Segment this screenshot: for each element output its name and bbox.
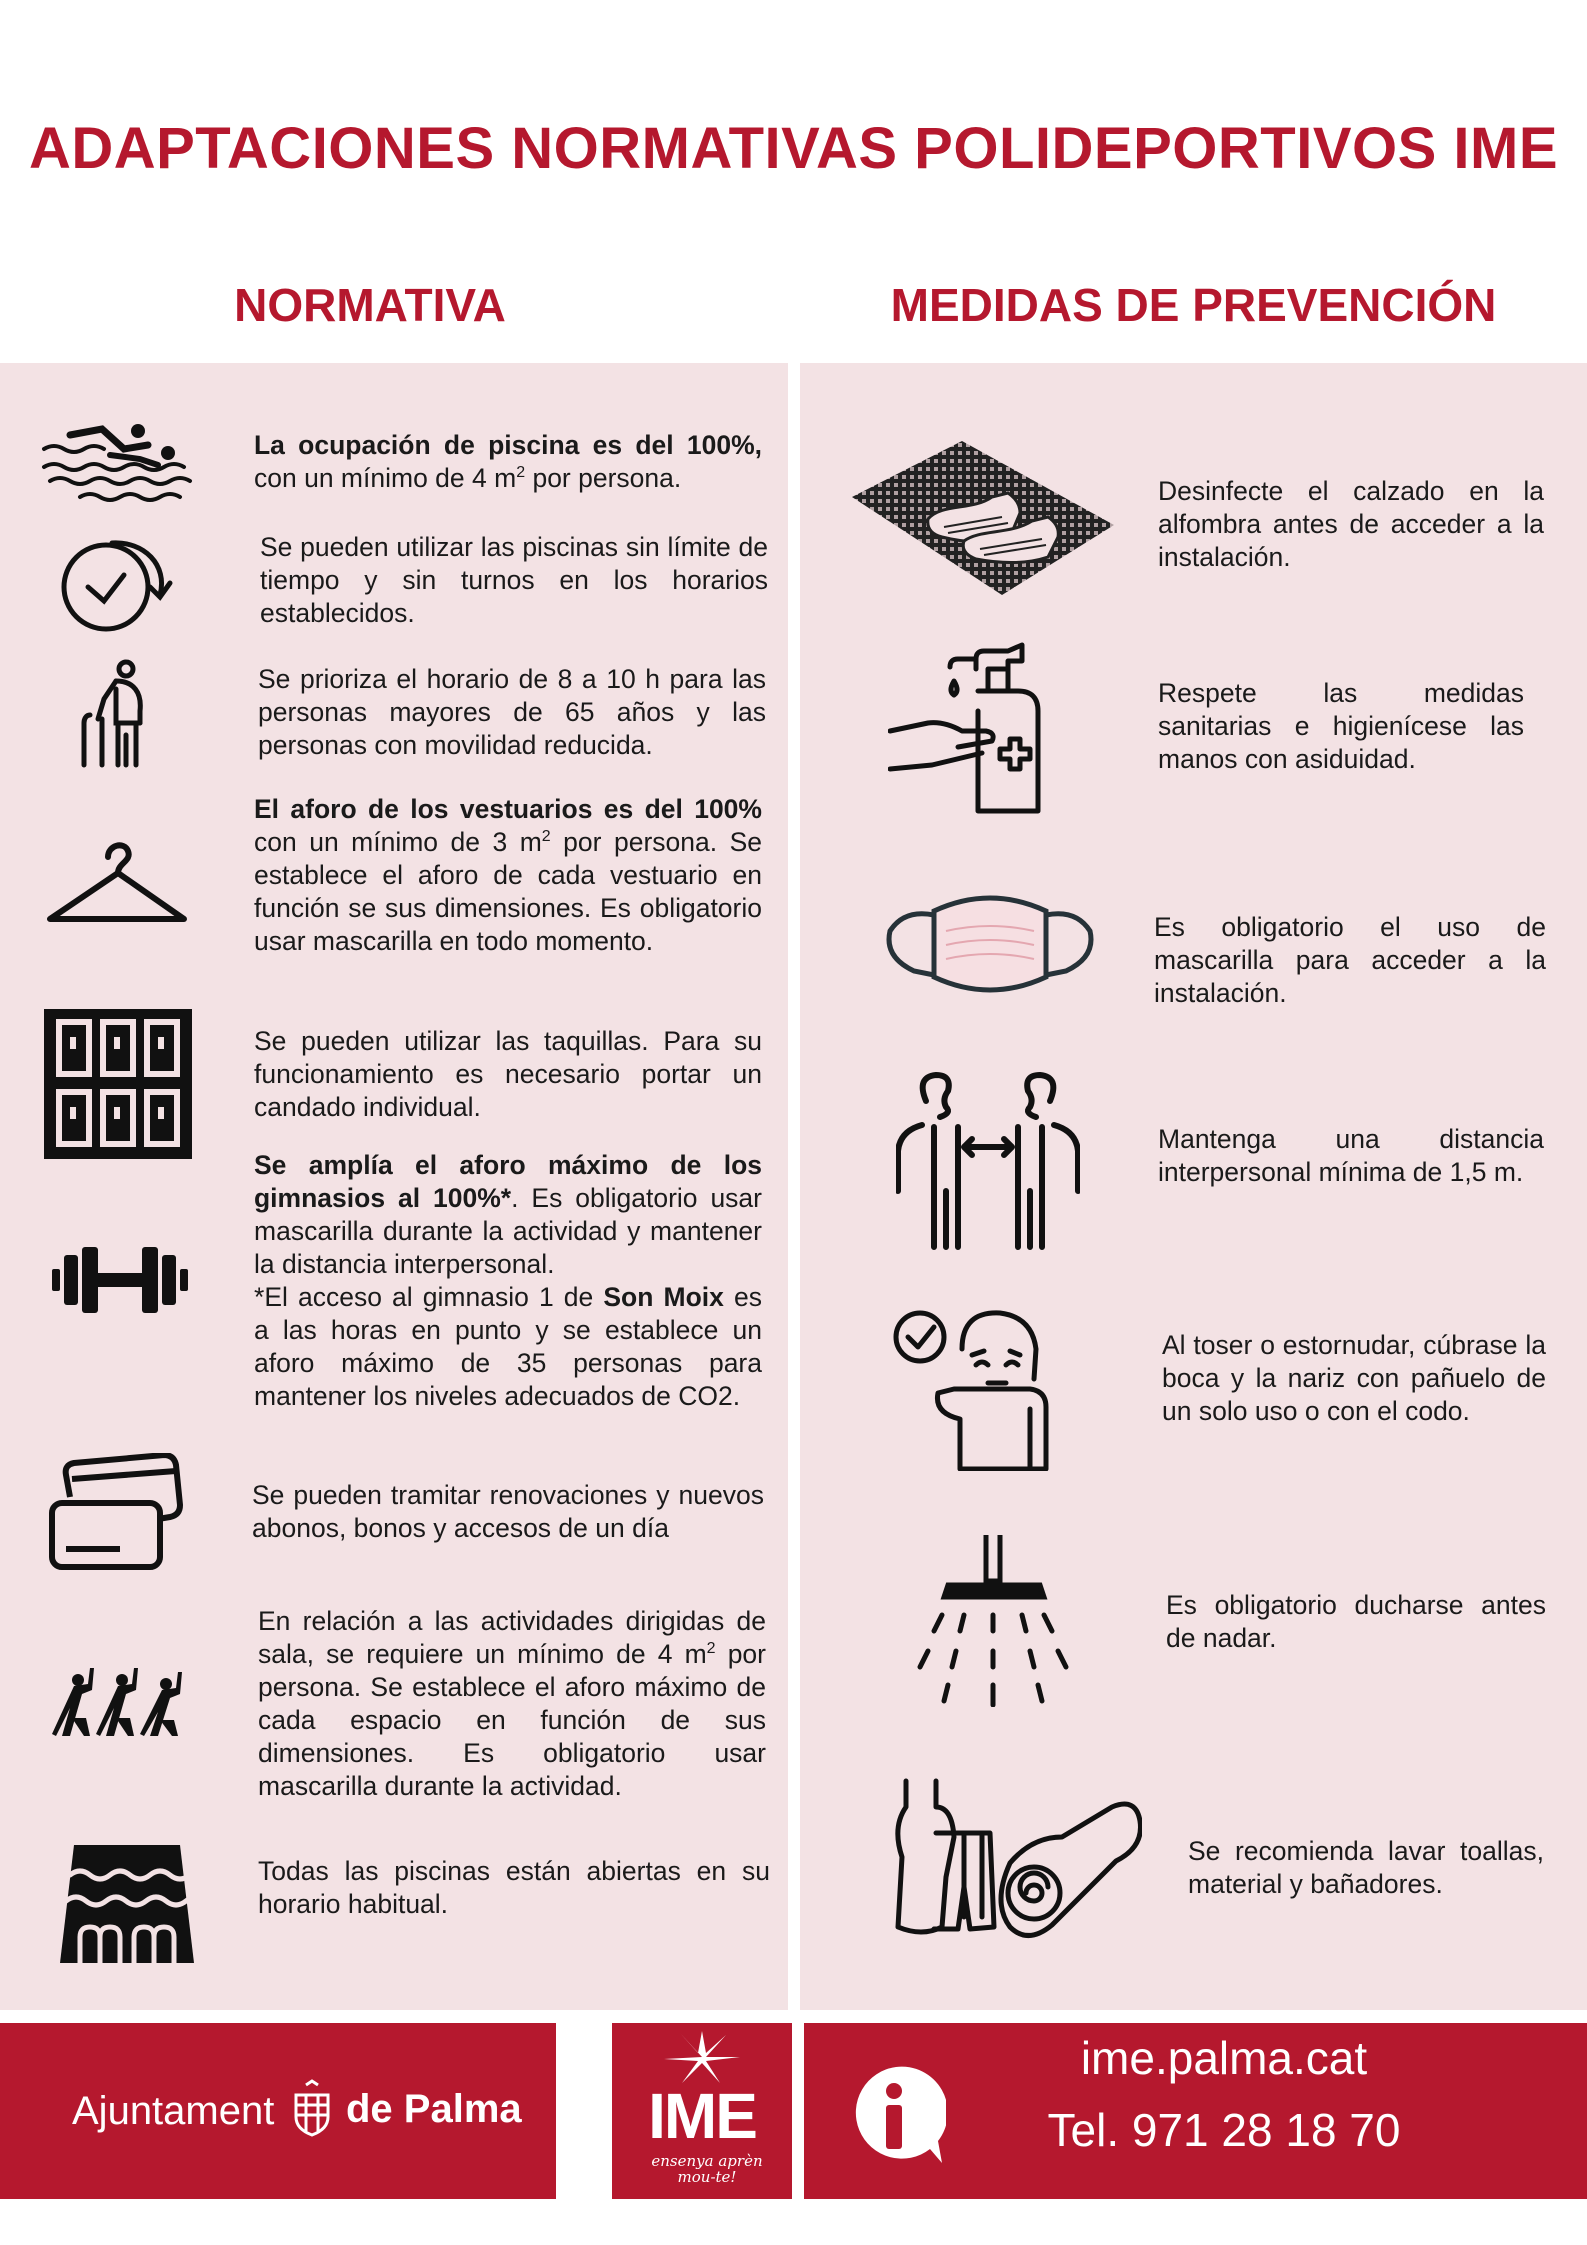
prevencion-item-2: Respete las medidas sanitarias e higienícese las manos con asiduidad. — [1158, 678, 1524, 774]
normativa-item-1: La ocupación de piscina es del 100%, con un mínimo de 4 $m^2$ por persona. — [254, 430, 762, 493]
ime-star-icon — [662, 2031, 742, 2085]
prevencion-item-4: Mantenga una distancia interpersonal mínima de 1,5 m. — [1158, 1124, 1544, 1187]
prevencion-item-7: Se recomienda lavar toallas, material y bañadores. — [1188, 1836, 1544, 1899]
lockers-icon — [44, 1009, 192, 1159]
prevencion-panel — [800, 363, 1587, 2010]
distance-icon — [896, 1071, 1080, 1251]
website-link[interactable]: ime.palma.cat — [1080, 2032, 1368, 2084]
ime-logo-block — [612, 2023, 792, 2199]
hanger-icon — [44, 833, 190, 933]
elderly-icon — [76, 659, 156, 769]
coat-of-arms-icon — [290, 2079, 334, 2137]
normativa-item-7: Se pueden tramitar renovaciones y nuevos abonos, bonos y accesos de un día — [252, 1480, 764, 1543]
prevencion-heading: MEDIDAS DE PREVENCIÓN — [890, 279, 1497, 331]
bottom-margin — [0, 2199, 1587, 2245]
ajuntament-text: Ajuntament — [72, 2089, 275, 2133]
hand-sanitizer-icon — [888, 641, 1074, 817]
phone-number[interactable]: Tel. 971 28 18 70 — [1047, 2104, 1401, 2156]
clock-icon — [56, 525, 176, 640]
ime-logo-text: IME — [648, 2080, 756, 2152]
page-title: ADAPTACIONES NORMATIVAS POLIDEPORTIVOS IME — [28, 116, 1559, 181]
ajuntament-block — [0, 2023, 556, 2199]
normativa-item-9: Todas las piscinas están abiertas en su horario habitual. — [258, 1856, 770, 1919]
info-icon — [846, 2065, 946, 2165]
normativa-item-4: El aforo de los vestuarios es del 100% con un mínimo de 3 $m^2$ por persona. Se establece el aforo de cada vestuario en función se sus dimensiones. Es obligatorio usar mascarilla en todo momento. — [254, 794, 762, 956]
group-class-icon — [52, 1658, 186, 1738]
prevencion-item-3: Es obligatorio el uso de mascarilla para acceder a la instalación. — [1154, 912, 1546, 1008]
normativa-panel — [0, 363, 788, 2010]
normativa-item-6: Se amplía el aforo máximo de los gimnasios al 100%*. Es obligatorio usar mascarilla durante la actividad y mantener la distancia interpersonal. *El acceso al gimnasio 1 de Son Moix es a las horas en punto y se establece un aforo máximo de 35 personas para mantener los niveles adecuados de CO2. — [254, 1150, 763, 1411]
contact-block — [804, 2023, 1587, 2199]
dumbbell-icon — [52, 1247, 188, 1313]
prevencion-item-1: Desinfecte el calzado en la alfombra antes de acceder a la instalación. — [1158, 476, 1544, 572]
cards-icon — [46, 1453, 186, 1573]
pool-icon — [60, 1845, 194, 1963]
de-palma-text: de Palma — [346, 2087, 522, 2131]
swimmer-icon — [40, 415, 196, 505]
mask-icon — [884, 891, 1096, 999]
prevencion-item-5: Al toser o estornudar, cúbrase la boca y la nariz con pañuelo de un solo uso o con el codo. — [1162, 1330, 1546, 1426]
shoe-mat-icon — [852, 441, 1114, 595]
prevencion-item-6: Es obligatorio ducharse antes de nadar. — [1166, 1590, 1546, 1653]
normativa-item-3: Se prioriza el horario de 8 a 10 h para las personas mayores de 65 años y las personas con movilidad reducida. — [258, 664, 766, 760]
normativa-item-8: En relación a las actividades dirigidas de sala, se requiere un mínimo de 4 $m^2$ por persona. Se establece el aforo máximo de cada espacio en función de sus dimensiones. Es obligatorio usar mascarilla durante la actividad. — [258, 1606, 766, 1801]
normativa-item-5: Se pueden utilizar las taquillas. Para su funcionamiento es necesario portar un candado individual. — [254, 1026, 762, 1122]
laundry-icon — [892, 1777, 1142, 1947]
shower-icon — [914, 1535, 1072, 1707]
normativa-item-2: Se pueden utilizar las piscinas sin límite de tiempo y sin turnos en los horarios establecidos. — [260, 532, 768, 628]
cough-elbow-icon — [892, 1309, 1064, 1471]
normativa-heading: NORMATIVA — [234, 279, 506, 331]
ime-tagline: ensenya aprèn mou-te! — [651, 2152, 763, 2186]
